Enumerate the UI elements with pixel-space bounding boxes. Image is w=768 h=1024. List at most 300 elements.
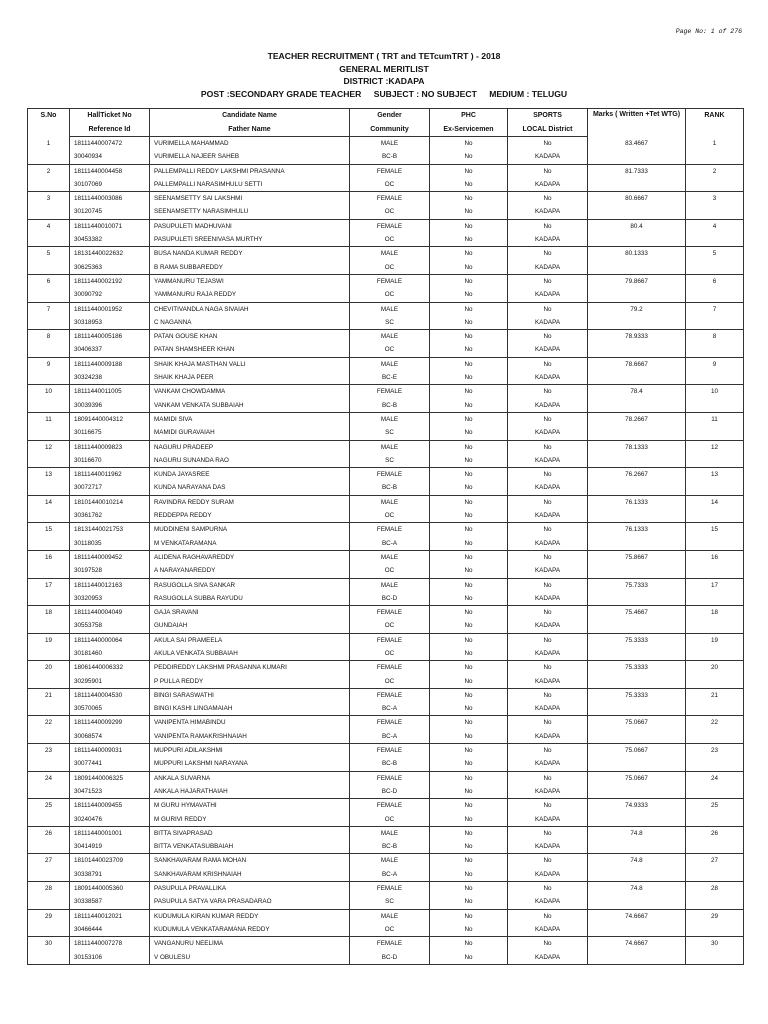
cell-blank: [588, 343, 686, 357]
cell-blank: [588, 261, 686, 275]
cell-local-district: KADAPA: [508, 537, 588, 551]
cell-marks: 78.4: [588, 385, 686, 399]
cell-sports: No: [508, 688, 588, 702]
cell-blank: [686, 923, 744, 937]
cell-phc: No: [430, 688, 508, 702]
cell-phc: No: [430, 164, 508, 178]
cell-blank: [28, 261, 70, 275]
cell-marks: 80.4: [588, 219, 686, 233]
cell-marks: 74.8: [588, 854, 686, 868]
cell-rank: 26: [686, 826, 744, 840]
cell-sno: 21: [28, 688, 70, 702]
cell-marks: 76.2667: [588, 468, 686, 482]
cell-local-district: KADAPA: [508, 454, 588, 468]
cell-blank: [28, 840, 70, 854]
cell-candidate-name: VANKAM CHOWDAMMA: [150, 385, 350, 399]
cell-reference: 30320953: [70, 592, 150, 606]
table-row-detail: [28, 923, 744, 937]
cell-hallticket: 18091440005360: [70, 882, 150, 896]
cell-gender: FEMALE: [350, 192, 430, 206]
cell-exservicemen: No: [430, 923, 508, 937]
table-row: [28, 633, 744, 647]
cell-exservicemen: No: [430, 316, 508, 330]
cell-sno: 26: [28, 826, 70, 840]
cell-reference: 30361762: [70, 509, 150, 523]
cell-blank: [588, 702, 686, 716]
cell-marks: 74.8: [588, 826, 686, 840]
col-community: Community: [350, 123, 430, 137]
cell-blank: [588, 399, 686, 413]
cell-blank: [588, 233, 686, 247]
cell-blank: [588, 426, 686, 440]
cell-marks: 79.8667: [588, 274, 686, 288]
cell-reference: 30068574: [70, 730, 150, 744]
col-father: Father Name: [150, 123, 350, 137]
cell-father-name: M GURIVI REDDY: [150, 813, 350, 827]
cell-marks: 74.6667: [588, 937, 686, 951]
cell-local-district: KADAPA: [508, 426, 588, 440]
cell-sports: No: [508, 606, 588, 620]
cell-gender: MALE: [350, 247, 430, 261]
table-row: [28, 799, 744, 813]
table-row: [28, 882, 744, 896]
cell-blank: [686, 564, 744, 578]
cell-local-district: KADAPA: [508, 316, 588, 330]
cell-reference: 30197528: [70, 564, 150, 578]
cell-father-name: C NAGANNA: [150, 316, 350, 330]
cell-community: BC-E: [350, 371, 430, 385]
cell-father-name: SANKHAVARAM KRISHNAIAH: [150, 868, 350, 882]
cell-rank: 8: [686, 330, 744, 344]
cell-reference: 30466444: [70, 923, 150, 937]
table-row-detail: [28, 951, 744, 965]
cell-hallticket: 18101440010214: [70, 495, 150, 509]
cell-local-district: KADAPA: [508, 233, 588, 247]
cell-sports: No: [508, 495, 588, 509]
cell-community: OC: [350, 675, 430, 689]
cell-community: OC: [350, 509, 430, 523]
cell-sno: 23: [28, 744, 70, 758]
cell-sno: 16: [28, 550, 70, 564]
cell-blank: [28, 702, 70, 716]
table-row-detail: [28, 647, 744, 661]
cell-reference: 30107069: [70, 178, 150, 192]
cell-local-district: KADAPA: [508, 868, 588, 882]
cell-gender: MALE: [350, 578, 430, 592]
cell-phc: No: [430, 468, 508, 482]
cell-sports: No: [508, 192, 588, 206]
cell-father-name: M VENKATARAMANA: [150, 537, 350, 551]
cell-sports: No: [508, 550, 588, 564]
cell-rank: 12: [686, 440, 744, 454]
cell-reference: 30153106: [70, 951, 150, 965]
cell-blank: [28, 564, 70, 578]
table-row: [28, 247, 744, 261]
cell-rank: 29: [686, 909, 744, 923]
cell-sno: 18: [28, 606, 70, 620]
table-row-detail: [28, 730, 744, 744]
cell-exservicemen: No: [430, 454, 508, 468]
cell-blank: [588, 564, 686, 578]
cell-sno: 25: [28, 799, 70, 813]
cell-gender: FEMALE: [350, 661, 430, 675]
cell-community: SC: [350, 316, 430, 330]
cell-exservicemen: No: [430, 426, 508, 440]
cell-phc: No: [430, 771, 508, 785]
table-row-detail: [28, 840, 744, 854]
cell-reference: 30625363: [70, 261, 150, 275]
cell-hallticket: 18111440011005: [70, 385, 150, 399]
table-row: [28, 137, 744, 151]
cell-sno: 20: [28, 661, 70, 675]
cell-gender: FEMALE: [350, 219, 430, 233]
cell-blank: [686, 757, 744, 771]
cell-marks: 80.6667: [588, 192, 686, 206]
cell-gender: FEMALE: [350, 937, 430, 951]
table-row: [28, 661, 744, 675]
table-row-detail: [28, 233, 744, 247]
cell-sno: 10: [28, 385, 70, 399]
table-row: [28, 550, 744, 564]
cell-sports: No: [508, 744, 588, 758]
cell-rank: 6: [686, 274, 744, 288]
table-row: [28, 523, 744, 537]
cell-blank: [686, 481, 744, 495]
cell-rank: 7: [686, 302, 744, 316]
cell-reference: 30090792: [70, 288, 150, 302]
cell-blank: [686, 951, 744, 965]
cell-local-district: KADAPA: [508, 592, 588, 606]
cell-gender: FEMALE: [350, 385, 430, 399]
cell-hallticket: 18111440009188: [70, 357, 150, 371]
cell-sno: 14: [28, 495, 70, 509]
cell-father-name: V OBULESU: [150, 951, 350, 965]
cell-marks: 75.3333: [588, 688, 686, 702]
cell-father-name: PASUPULA SATYA VARA PRASADARAO: [150, 895, 350, 909]
cell-blank: [588, 316, 686, 330]
cell-local-district: KADAPA: [508, 619, 588, 633]
table-row: [28, 192, 744, 206]
cell-blank: [686, 316, 744, 330]
cell-gender: MALE: [350, 302, 430, 316]
cell-reference: 30338791: [70, 868, 150, 882]
cell-phc: No: [430, 440, 508, 454]
cell-father-name: PATAN SHAMSHEER KHAN: [150, 343, 350, 357]
cell-exservicemen: No: [430, 288, 508, 302]
cell-hallticket: 18111440009823: [70, 440, 150, 454]
cell-candidate-name: RASUGOLLA SIVA SANKAR: [150, 578, 350, 592]
cell-candidate-name: NAGURU PRADEEP: [150, 440, 350, 454]
cell-blank: [686, 150, 744, 164]
table-row-detail: [28, 619, 744, 633]
cell-blank: [588, 454, 686, 468]
cell-community: BC-D: [350, 785, 430, 799]
cell-rank: 17: [686, 578, 744, 592]
col-reference: Reference Id: [70, 123, 150, 137]
cell-exservicemen: No: [430, 509, 508, 523]
cell-local-district: KADAPA: [508, 150, 588, 164]
cell-sno: 2: [28, 164, 70, 178]
cell-exservicemen: No: [430, 730, 508, 744]
cell-hallticket: 18111440009452: [70, 550, 150, 564]
cell-community: OC: [350, 923, 430, 937]
cell-blank: [686, 619, 744, 633]
cell-hallticket: 18111440003086: [70, 192, 150, 206]
cell-exservicemen: No: [430, 564, 508, 578]
cell-candidate-name: MAMIDI SIVA: [150, 412, 350, 426]
cell-blank: [686, 205, 744, 219]
cell-blank: [686, 730, 744, 744]
cell-rank: 24: [686, 771, 744, 785]
cell-reference: 30295901: [70, 675, 150, 689]
cell-blank: [588, 647, 686, 661]
cell-sno: 12: [28, 440, 70, 454]
cell-rank: 27: [686, 854, 744, 868]
cell-sno: 3: [28, 192, 70, 206]
cell-father-name: MAMIDI GURAVAIAH: [150, 426, 350, 440]
cell-gender: FEMALE: [350, 274, 430, 288]
cell-father-name: RASUGOLLA SUBBA RAYUDU: [150, 592, 350, 606]
cell-father-name: BITTA VENKATASUBBAIAH: [150, 840, 350, 854]
cell-gender: MALE: [350, 330, 430, 344]
cell-marks: 78.2667: [588, 412, 686, 426]
cell-exservicemen: No: [430, 647, 508, 661]
cell-exservicemen: No: [430, 868, 508, 882]
cell-candidate-name: MUPPURI ADILAKSHMI: [150, 744, 350, 758]
cell-sports: No: [508, 137, 588, 151]
cell-candidate-name: M GURU HYMAVATHI: [150, 799, 350, 813]
col-candidate: Candidate Name: [150, 109, 350, 123]
cell-marks: 78.9333: [588, 330, 686, 344]
cell-community: BC-B: [350, 757, 430, 771]
cell-sno: 15: [28, 523, 70, 537]
post-label: POST :SECONDARY GRADE TEACHER: [200, 88, 362, 99]
cell-reference: 30570065: [70, 702, 150, 716]
cell-blank: [686, 399, 744, 413]
cell-community: SC: [350, 426, 430, 440]
page-number: Page No: 1 of 276: [675, 28, 742, 35]
cell-candidate-name: BITTA SIVAPRASAD: [150, 826, 350, 840]
table-row: [28, 274, 744, 288]
cell-blank: [588, 785, 686, 799]
cell-blank: [28, 619, 70, 633]
cell-community: BC-D: [350, 592, 430, 606]
cell-rank: 20: [686, 661, 744, 675]
cell-local-district: KADAPA: [508, 205, 588, 219]
cell-marks: 75.4667: [588, 606, 686, 620]
cell-phc: No: [430, 137, 508, 151]
cell-blank: [686, 840, 744, 854]
table-row: [28, 909, 744, 923]
cell-blank: [28, 868, 70, 882]
table-row: [28, 937, 744, 951]
cell-rank: 1: [686, 137, 744, 151]
cell-sports: No: [508, 164, 588, 178]
cell-marks: 75.3333: [588, 661, 686, 675]
cell-father-name: NAGURU SUNANDA RAO: [150, 454, 350, 468]
cell-candidate-name: PEDDIREDDY LAKSHMI PRASANNA KUMARI: [150, 661, 350, 675]
cell-hallticket: 18111440004530: [70, 688, 150, 702]
cell-blank: [28, 454, 70, 468]
table-row-detail: [28, 537, 744, 551]
cell-gender: FEMALE: [350, 606, 430, 620]
cell-blank: [28, 592, 70, 606]
col-hallticket: HallTicket No: [70, 109, 150, 123]
cell-sno: 11: [28, 412, 70, 426]
cell-sports: No: [508, 219, 588, 233]
table-row-detail: [28, 150, 744, 164]
table-row: [28, 716, 744, 730]
cell-sno: 7: [28, 302, 70, 316]
cell-exservicemen: No: [430, 399, 508, 413]
cell-local-district: KADAPA: [508, 951, 588, 965]
table-row-detail: [28, 895, 744, 909]
cell-hallticket: 18111440000064: [70, 633, 150, 647]
cell-sno: 13: [28, 468, 70, 482]
table-row-detail: [28, 509, 744, 523]
cell-sno: 6: [28, 274, 70, 288]
cell-sports: No: [508, 330, 588, 344]
header-row-1: [28, 109, 744, 123]
table-row-detail: [28, 426, 744, 440]
cell-hallticket: 18111440007278: [70, 937, 150, 951]
col-sno: S.No: [28, 109, 70, 137]
table-row-detail: [28, 178, 744, 192]
cell-local-district: KADAPA: [508, 509, 588, 523]
cell-father-name: BINGI KASHI LINGAMAIAH: [150, 702, 350, 716]
cell-exservicemen: No: [430, 675, 508, 689]
cell-marks: 81.7333: [588, 164, 686, 178]
col-phc: PHC: [430, 109, 508, 123]
recruitment-title: TEACHER RECRUITMENT ( TRT and TETcumTRT ) - 2018: [267, 51, 501, 61]
cell-blank: [28, 150, 70, 164]
cell-gender: MALE: [350, 854, 430, 868]
table-row-detail: [28, 564, 744, 578]
col-marks: Marks ( Written +Tet WTG): [588, 109, 686, 137]
cell-blank: [28, 399, 70, 413]
cell-hallticket: 18131440021753: [70, 523, 150, 537]
cell-sports: No: [508, 440, 588, 454]
cell-reference: 30072717: [70, 481, 150, 495]
cell-community: OC: [350, 343, 430, 357]
cell-gender: MALE: [350, 826, 430, 840]
table-row: [28, 606, 744, 620]
cell-candidate-name: VURIMELLA MAHAMMAD: [150, 137, 350, 151]
cell-rank: 16: [686, 550, 744, 564]
cell-blank: [588, 840, 686, 854]
cell-blank: [588, 150, 686, 164]
cell-exservicemen: No: [430, 150, 508, 164]
table-row: [28, 330, 744, 344]
cell-community: OC: [350, 233, 430, 247]
cell-community: BC-B: [350, 150, 430, 164]
cell-community: SC: [350, 454, 430, 468]
cell-blank: [588, 951, 686, 965]
cell-rank: 30: [686, 937, 744, 951]
cell-father-name: PASUPULETI SREENIVASA MURTHY: [150, 233, 350, 247]
cell-blank: [28, 205, 70, 219]
cell-reference: 30453382: [70, 233, 150, 247]
cell-blank: [686, 509, 744, 523]
cell-exservicemen: No: [430, 813, 508, 827]
cell-community: OC: [350, 261, 430, 275]
cell-community: BC-B: [350, 481, 430, 495]
cell-marks: 80.1333: [588, 247, 686, 261]
cell-marks: 75.3333: [588, 633, 686, 647]
cell-exservicemen: No: [430, 895, 508, 909]
cell-hallticket: 18111440004049: [70, 606, 150, 620]
cell-sports: No: [508, 302, 588, 316]
cell-father-name: VANKAM VENKATA SUBBAIAH: [150, 399, 350, 413]
cell-sno: 1: [28, 137, 70, 151]
cell-gender: MALE: [350, 357, 430, 371]
cell-blank: [28, 537, 70, 551]
cell-rank: 21: [686, 688, 744, 702]
cell-exservicemen: No: [430, 951, 508, 965]
cell-sno: 19: [28, 633, 70, 647]
cell-father-name: GUNDAIAH: [150, 619, 350, 633]
cell-exservicemen: No: [430, 537, 508, 551]
cell-phc: No: [430, 495, 508, 509]
cell-exservicemen: No: [430, 840, 508, 854]
cell-sports: No: [508, 468, 588, 482]
cell-blank: [28, 813, 70, 827]
col-rank: RANK: [686, 109, 744, 137]
cell-sports: No: [508, 633, 588, 647]
table-row-detail: [28, 675, 744, 689]
cell-blank: [686, 178, 744, 192]
cell-reference: 30318953: [70, 316, 150, 330]
cell-gender: FEMALE: [350, 164, 430, 178]
cell-gender: FEMALE: [350, 882, 430, 896]
cell-blank: [588, 757, 686, 771]
table-row-detail: [28, 757, 744, 771]
cell-rank: 2: [686, 164, 744, 178]
cell-hallticket: 18091440004312: [70, 412, 150, 426]
cell-candidate-name: AKULA SAI PRAMEELA: [150, 633, 350, 647]
cell-sports: No: [508, 412, 588, 426]
cell-phc: No: [430, 661, 508, 675]
cell-exservicemen: No: [430, 785, 508, 799]
cell-rank: 9: [686, 357, 744, 371]
cell-reference: 30181460: [70, 647, 150, 661]
cell-blank: [588, 592, 686, 606]
cell-candidate-name: VANIPENTA HIMABINDU: [150, 716, 350, 730]
cell-hallticket: 18111440012163: [70, 578, 150, 592]
cell-community: BC-A: [350, 702, 430, 716]
table-row: [28, 164, 744, 178]
cell-blank: [588, 868, 686, 882]
cell-blank: [588, 509, 686, 523]
cell-blank: [588, 371, 686, 385]
cell-marks: 83.4667: [588, 137, 686, 151]
table-row-detail: [28, 785, 744, 799]
cell-phc: No: [430, 826, 508, 840]
cell-candidate-name: VANGANURU NEELIMA: [150, 937, 350, 951]
table-row: [28, 578, 744, 592]
cell-blank: [588, 675, 686, 689]
table-row-detail: [28, 868, 744, 882]
cell-father-name: AKULA VENKATA SUBBAIAH: [150, 647, 350, 661]
cell-hallticket: 18111440011962: [70, 468, 150, 482]
cell-reference: 30471523: [70, 785, 150, 799]
cell-marks: 75.7333: [588, 578, 686, 592]
cell-marks: 75.0667: [588, 771, 686, 785]
cell-gender: MALE: [350, 495, 430, 509]
cell-blank: [686, 343, 744, 357]
table-row-detail: [28, 399, 744, 413]
cell-blank: [686, 537, 744, 551]
